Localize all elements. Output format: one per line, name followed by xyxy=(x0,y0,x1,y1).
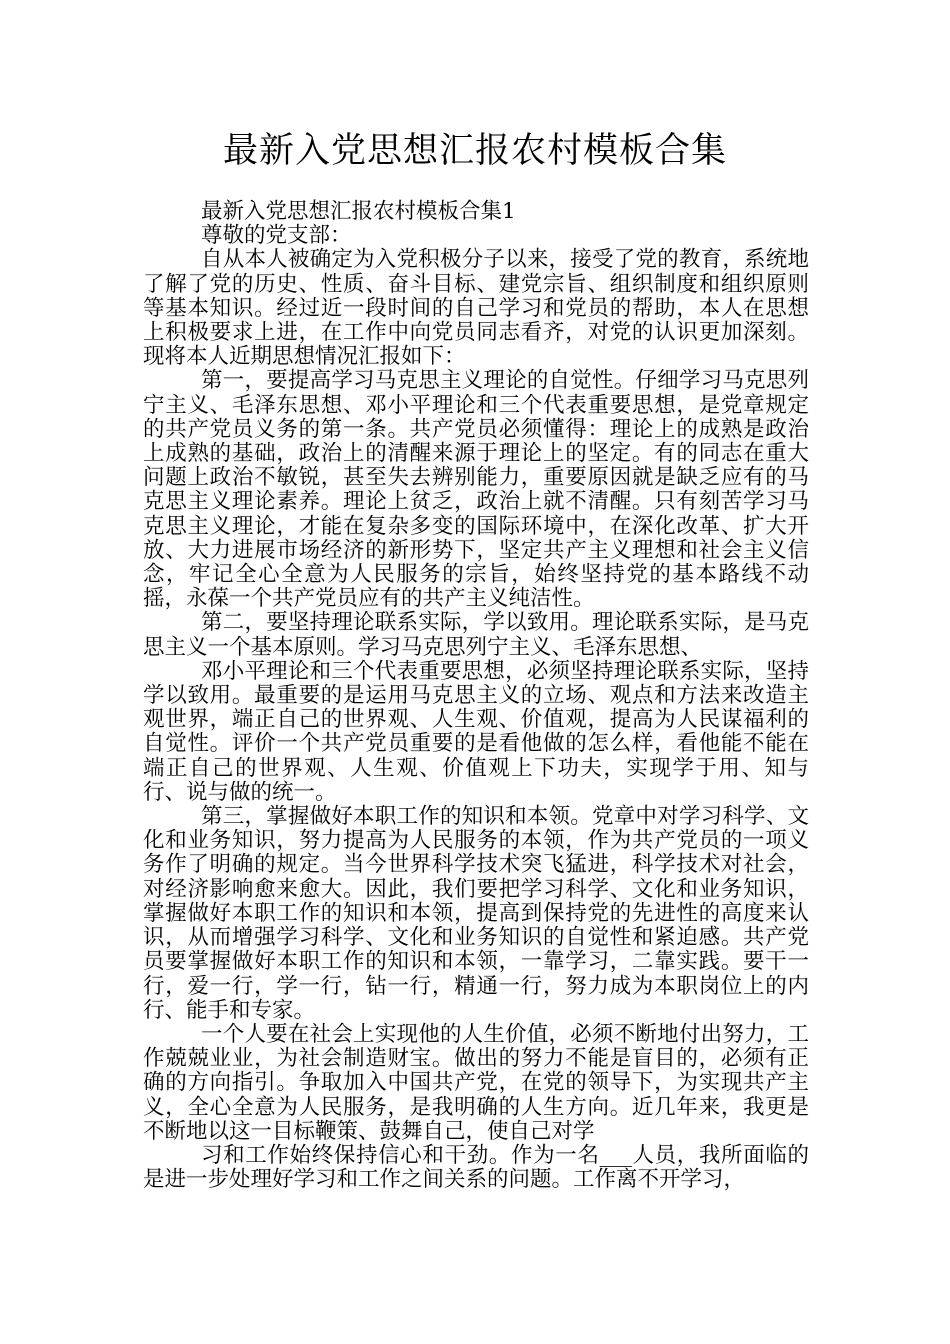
paragraph-point-1: 第一，要提高学习马克思主义理论的自觉性。仔细学习马克思列宁主义、毛泽东思想、邓小平理论和三个代表重要思想，是党章规定的共产党员义务的第一条。共产党员必须懂得：理论上的成熟是政治上成熟的基础，政治上的清醒来源于理论上的坚定。有的同志在重大问题上政治不敏锐，甚至失去辨别能力，重要原因就是缺乏应有的马克思主义理论素养。理论上贫乏，政治上就不清醒。只有刻苦学习马克思主义理论，才能在复杂多变的国际环境中，在深化改革、扩大开放、大力进展市场经济的新形势下，坚定共产主义理想和社会主义信念，牢记全心全意为人民服务的宗旨，始终坚持党的基本路线不动摇，永葆一个共产党员应有的共产主义纯洁性。 xyxy=(143,368,809,612)
paragraph-point-2-continued: 邓小平理论和三个代表重要思想，必须坚持理论联系实际，坚持学以致用。最重要的是运用马克思主义的立场、观点和方法来改造主观世界，端正自己的世界观、人生观、价值观，提高为人民谋福利的自觉性。评价一个共产党员重要的是看他做的怎么样，看他能不能在端正自己的世界观、人生观、价值观上下功夫，实现学于用、知与行、说与做的统一。 xyxy=(143,658,809,805)
paragraph-work-study: 习和工作始终保持信心和干劲。作为一名___人员，我所面临的是进一步处理好学习和工作之间关系的问题。工作离不开学习， xyxy=(143,1142,809,1193)
paragraph-point-2: 第二，要坚持理论联系实际，学以致用。理论联系实际，是马克思主义一个基本原则。学习马克思列宁主义、毛泽东思想、 xyxy=(143,610,809,660)
document-title: 最新入党思想汇报农村模板合集 xyxy=(222,131,727,171)
salutation: 尊敬的党支部： xyxy=(201,223,352,249)
document-subtitle: 最新入党思想汇报农村模板合集1 xyxy=(201,199,516,224)
paragraph-life-value: 一个人要在社会上实现他的人生价值，必须不断地付出努力，工作兢兢业业，为社会制造财宝。做出的努力不能是盲目的，必须有正确的方向指引。争取加入中国共产党，在党的领导下，为实现共产主义，全心全意为人民服务，是我明确的人生方向。近几年来，我更是不断地以这一目标鞭策、鼓舞自己，使自己对学 xyxy=(143,1021,809,1144)
paragraph-point-3: 第三，掌握做好本职工作的知识和本领。党章中对学习科学、文化和业务知识，努力提高为人民服务的本领，作为共产党员的一项义务作了明确的规定。当今世界科学技术突飞猛进，科学技术对社会，对经济影响愈来愈大。因此，我们要把学习科学、文化和业务知识，掌握做好本职工作的知识和本领，提高到保持党的先进性的高度来认识，从而增强学习科学、文化和业务知识的自觉性和紧迫感。共产党员要掌握做好本职工作的知识和本领，一靠学习，二靠实践。要干一行，爱一行，学一行，钻一行，精通一行，努力成为本职岗位上的内行、能手和专家。 xyxy=(143,804,809,1023)
paragraph-intro: 自从本人被确定为入党积极分子以来，接受了党的教育，系统地了解了党的历史、性质、奋斗目标、建党宗旨、组织制度和组织原则等基本知识。经过近一段时间的自己学习和党员的帮助，本人在思想上积极要求上进，在工作中向党员同志看齐，对党的认识更加深刻。现将本人近期思想情况汇报如下： xyxy=(143,247,809,370)
document-body xyxy=(143,200,809,1192)
